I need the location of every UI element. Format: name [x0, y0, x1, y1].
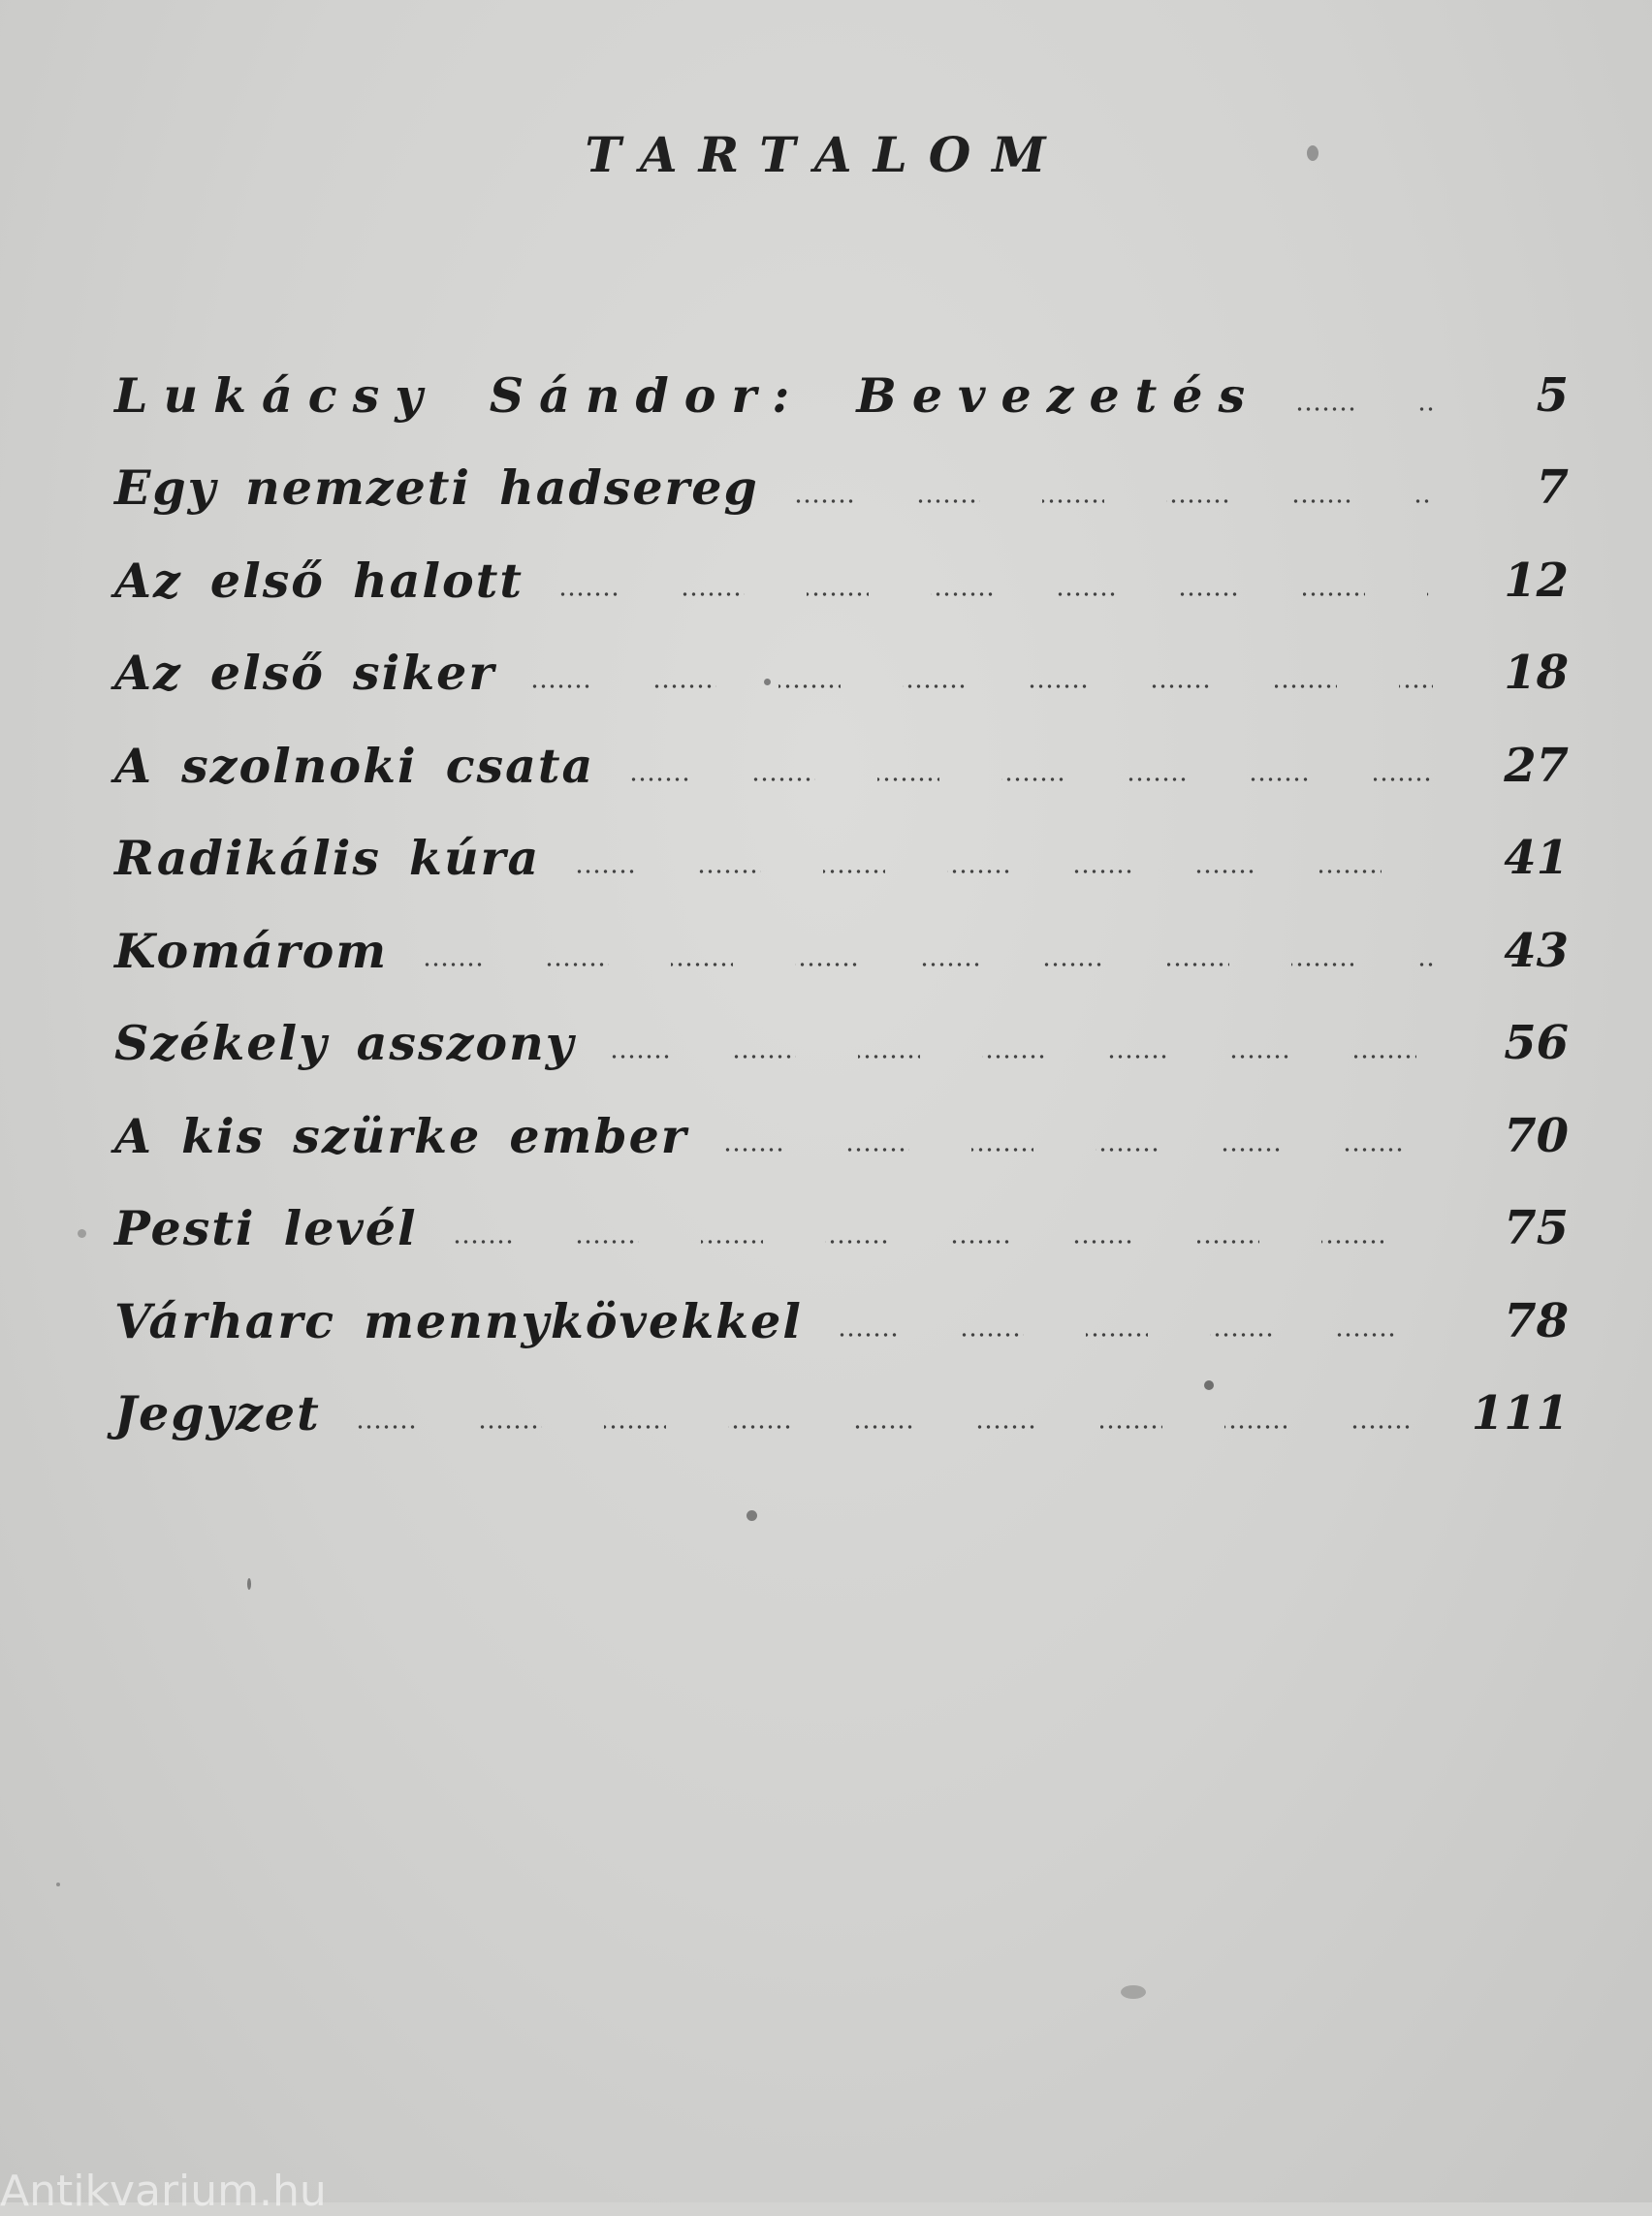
- page-title: TARTALOM: [585, 126, 1067, 183]
- dot-leader: [575, 870, 1433, 873]
- dot-leader: [610, 1055, 1433, 1059]
- toc-entry: [114, 1183, 1569, 1276]
- toc-entry-title: Jegyzet: [114, 1385, 321, 1442]
- dot-leader: [558, 592, 1433, 596]
- toc-entry-page: 27: [1504, 738, 1569, 793]
- toc-entry: [114, 534, 1569, 627]
- toc-entry: [114, 1275, 1569, 1368]
- toc-entry-title: Egy nemzeti hadsereg: [114, 459, 759, 517]
- toc-entry-title: Várharc mennykövekkel: [114, 1292, 803, 1349]
- paper-speck: [747, 1510, 757, 1521]
- dot-leader: [423, 963, 1433, 966]
- dot-leader: [794, 499, 1433, 503]
- toc-entry-page: 7: [1536, 460, 1569, 516]
- toc-entry-title: Radikális kúra: [114, 830, 541, 887]
- paper-speck: [1307, 145, 1318, 161]
- toc-entry-page: 111: [1471, 1386, 1569, 1441]
- paper-speck: [78, 1229, 86, 1238]
- toc-entry: [114, 627, 1569, 720]
- paper-speck: [764, 679, 771, 685]
- toc-entry-title: Lukácsy Sándor: Bevezetés: [114, 366, 1261, 424]
- toc-entry: [114, 349, 1569, 442]
- toc-entry-title: Székely asszony: [114, 1015, 576, 1072]
- dot-leader: [453, 1240, 1433, 1244]
- toc-entry-title: Az első siker: [114, 645, 496, 702]
- dot-leader: [838, 1333, 1433, 1337]
- toc-entry-title: A kis szürke ember: [114, 1107, 688, 1164]
- toc-entry-page: 70: [1504, 1108, 1569, 1163]
- toc-entry: [114, 904, 1569, 997]
- dot-leader: [530, 684, 1433, 688]
- paper-speck: [56, 1883, 60, 1886]
- toc-entry-title: Az első halott: [114, 552, 524, 609]
- toc-entry-page: 75: [1504, 1201, 1569, 1256]
- paper-speck: [1204, 1380, 1214, 1390]
- toc-entry-page: 5: [1536, 367, 1569, 423]
- toc-entry-page: 56: [1504, 1016, 1569, 1071]
- toc-entry-page: 78: [1504, 1293, 1569, 1348]
- dot-leader: [1295, 407, 1433, 411]
- watermark: Antikvarium.hu: [0, 2167, 327, 2216]
- toc-entry: [114, 812, 1569, 905]
- dot-leader: [356, 1425, 1433, 1429]
- toc-entry-page: 18: [1504, 646, 1569, 701]
- toc-entry: [114, 719, 1569, 812]
- toc-entry-title: A szolnoki csata: [114, 737, 595, 794]
- dot-leader: [723, 1148, 1433, 1152]
- toc-entry-page: 43: [1504, 923, 1569, 978]
- toc-entry: [114, 442, 1569, 535]
- dot-leader: [629, 777, 1433, 781]
- toc-entry-page: 41: [1504, 831, 1569, 886]
- table-of-contents: [114, 349, 1569, 1460]
- toc-entry: [114, 1368, 1569, 1461]
- toc-entry: [114, 1090, 1569, 1183]
- toc-entry-title: Komárom: [114, 922, 389, 979]
- paper-speck: [247, 1578, 251, 1590]
- paper-speck: [1121, 1985, 1146, 1999]
- toc-entry: [114, 997, 1569, 1091]
- toc-entry-page: 12: [1504, 553, 1569, 608]
- toc-entry-title: Pesti levél: [114, 1200, 418, 1257]
